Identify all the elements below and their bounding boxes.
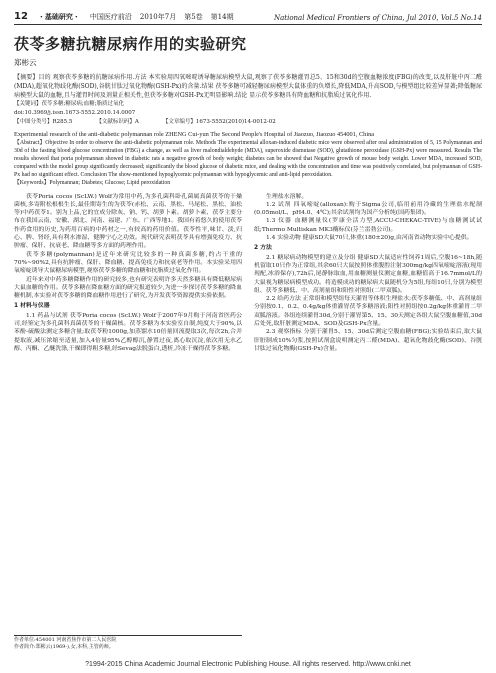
- body-paragraph: 近年来对中药多糖降糖作用的研究较多,也有研究表明许多天然多糖具有降低糖尿病大鼠血糖的作用。茯苓多糖在降血糖方面的研究报道较少,为进一步探讨茯苓多糖的降血糖机制,本实验对茯苓多糖的降血糖作用进行了研究,为开发茯苓资源提供实验依据。: [14, 276, 242, 300]
- clc-number: 【中图分类号】R285.5: [14, 119, 73, 125]
- issue-date: 2010年7月: [139, 13, 177, 21]
- article-number: 【文章编号】1673-5552(2010)14-0012-02: [162, 119, 276, 125]
- section-heading: 2 方法: [254, 245, 272, 252]
- page-number: 12: [14, 11, 28, 22]
- author-line: 郑彬云: [14, 58, 37, 67]
- copyright-watermark: ?1994-2015 China Academic Journal Electronic Publishing House. All rights reserved. http://www.cnki.net: [85, 661, 411, 668]
- article-title: 茯苓多糖抗糖尿病作用的实验研究: [14, 35, 247, 53]
- keywords-en: 【Keywords】Polymannan; Diabetes; Glucose; Lipid peroxidation: [14, 180, 171, 187]
- doi: doi:10.3969/j.issn.1673-5552.2010.14.0007: [14, 110, 136, 116]
- body-paragraph: 2.3 观察指标 分别于灌胃5、15、30d后测定空腹血糖(FBG);实验结束后,取大鼠肝脏制成10%匀浆,按照试剂盒说明测定丙二醛(MDA)、超氧化物歧化酶(SOD)、谷胱甘肽过氧化物酶(GSH-Px)含量。: [254, 329, 482, 352]
- body-paragraph: 2.2 给药方法 正常组和模型组每天灌胃等体积生理盐水;茯苓多糖低、中、高剂量组分别按0.1、0.2、0.4g/kg体重灌胃茯苓多糖溶液;阳性对照组按0.2g/kg体重灌胃二甲双胍溶液。各组连续灌胃30d,分别于灌胃第5、15、30天测定各组大鼠空腹血糖值,30d后处死,取肝脏测定MDA、SOD及GSH-Px含量。: [254, 296, 482, 328]
- body-paragraph: 生理盐水溶解。: [266, 193, 308, 200]
- journal-name-en: National Medical Frontiers of China, Jul 2010, Vol.5 No.14: [273, 14, 482, 22]
- journal-name-cn: 中国医疗前沿: [89, 13, 132, 21]
- abstract-cn: 【摘要】目的 观察茯苓多糖的抗糖尿病作用.方法 本实验用四氧嘧啶诱导糖尿病模型大鼠,观察了茯苓多糖灌胃总5、15和30d的空腹血糖浓度(FBG)的改变,以及肝脏中丙二醛(MDA),超氧化物歧化酶(SOD),谷胱甘肽过氧化物酶(GSH-Px)的含量.结果 茯苓多糖可减轻糖尿病模型大鼠体重的负增长,降低MDA,升高SOD,与模型组比较差异显著;降低糖尿病模型大鼠的血糖,且与灌胃时间及剂量正相关性,但茯苓多糖对GSH-Px无明显影响.结论 显示茯苓多糖具有降血糖和抗脂质过氧化作用.: [14, 74, 482, 99]
- footnote: 作者单位:454001 河南省焦作市第二人民医院 作者简介:郑彬云(1969-),女,本科,主管药师。: [14, 635, 242, 651]
- body-columns: [14, 193, 482, 354]
- body-paragraph: 茯苓多糖(polymannan)是近年来研究比较多的一种真菌多糖,约占干重的70%~90%2,具有抗肿瘤、保肝、降血糖、提高免疫力和抗衰老等作用。本实验采用四氧嘧啶诱导大鼠糖尿病模型,观察茯苓多糖的降血糖和抗脂质过氧化作用。: [14, 251, 242, 275]
- body-paragraph: 1.4 实验动物 健康SD大鼠70只,体重(180±20)g,由河南省动物实验中心提供。: [266, 235, 473, 242]
- section-heading: 1 材料与仪器: [14, 303, 50, 310]
- left-column: [14, 193, 242, 354]
- right-column: [254, 193, 482, 354]
- body-paragraph: 茯苓Poria cocos (ScLW.) Wolf为常用中药,为多孔菌科卧孔菌属真菌茯苓的干燥菌核,多寄附松根根生长,最佳期寄生的为茯苓(赤松、云南、黑松、马尾松、黑松、油松等)中药茯苓1。别为上品,它的宜成分除灰、钠、钙、胡萝卜素。胡萝卜素、茯苓主要分布在我国云南、安徽、湖北、河南、福建、广东、广西等地1。我国有着悠久的使用茯苓作药食用的历史,为药用百病的中药材之一,有较高的药用价值。茯苓性平,味甘、淡,归心、脾、肾经,具有利水渗湿、健脾宁心之功效。现代研究表明茯苓具有增强免疫力、抗肿瘤、保肝、抗衰老、降血糖等多方面的药理作用。: [14, 193, 242, 250]
- volume: 第5卷: [184, 13, 203, 21]
- running-header: [14, 8, 482, 25]
- issue: 第14期: [210, 13, 234, 21]
- abstract-en: 【Abstract】Objective In order to observe the anti-diabetic polymannan role. Methods The experimental alloxan-induced diabetic mice were observed after oral administration of 5, 15 Polymannan and 30d of the fasting blood glucose concentration (FBG) a change, as well as liver malondialdehyde (MDA), superoxide dismutase (SOD), glutathione peroxidase (GSH-Px) were measured. Results The results showed that poria polymannan showed in diabetic rats a negative growth of body weight; diabetes can be showed that Negative growth of mouse body weight. Lower MDA, increased SOD, compared with the model group significantly decreased; significantly the blood glucose of diabetic mice, and dealing with the concentration and time was positively correlated, but polymannan of GSH-Px had no significant effect. Conclusion The show-mentioned hypoglycemic polymannan with hypoglycemic and anti-lipid peroxidation.: [14, 140, 482, 179]
- english-title: Experimental research of the anti-diabetic polymannan role ZHENG Cui-yun The Second People's Hospital of Jiaozuo, Jiaozuo 454001, China: [14, 131, 375, 138]
- body-paragraph: 1.1 药品与试剂 茯苓Poria cocos (ScLW.) Wolf于2007年9月购于河南省医药公司,经鉴定为多孔菌科真菌茯苓的干燥菌核。茯苓多糖为本实验室自制,纯度大于90%,以苯酚-硫酸法测定多糖含量;取茯苓粉1000g,加蒸馏水10倍量回流提取3次,每次2h,合并提取液,减压浓缩至适量,加入4倍量95%乙醇醇沉,静置过夜,离心取沉淀,依次用无水乙醇、丙酮、乙醚洗涤,干燥即得粗多糖,经Sevag法脱蛋白,透析,冷冻干燥得茯苓多糖。: [14, 312, 242, 352]
- keywords-cn: 【关键词】茯苓多糖;糖尿病;血糖;脂质过氧化: [14, 101, 125, 107]
- body-paragraph: 1.3 仪器 血糖测量仪(罗康全活力型,ACCU-CHEKAC-TIVE)与血糖测试试纸;Thermo Multiskan MK3酶标仪(芬兰雷勃公司)。: [254, 218, 482, 233]
- section-label: ・基础研究・: [37, 13, 80, 21]
- body-paragraph: 2.1 糖尿病动物模型的建立及分组 健康SD大鼠适应性饲养1周后,空腹16~18h,随机留取10只作为正常组,其余60只大鼠按照体重腹腔注射300mg/kg四氧嘧啶溶液(现用现配,冰浴保存),72h后,尾静脉取血,用血糖测量仪测定血糖,血糖值高于16.7mmol/L的大鼠视为糖尿病模型成功。将造模成功的糖尿病大鼠随机分为5组,每组10只,分别为模型组、茯苓多糖低、中、高剂量组和阳性对照组(二甲双胍)。: [254, 254, 482, 294]
- classification-row: [14, 118, 482, 127]
- body-paragraph: 1.2 试剂 四氧嘧啶(alloxan):购于Sigma公司,临用前用冷藏的生理盐水配制(0.05mol/L、pH4.0、4℃);其余试剂均为国产分析纯(国药集团)。: [254, 201, 482, 217]
- document-code: 【文献标识码】A: [96, 119, 139, 125]
